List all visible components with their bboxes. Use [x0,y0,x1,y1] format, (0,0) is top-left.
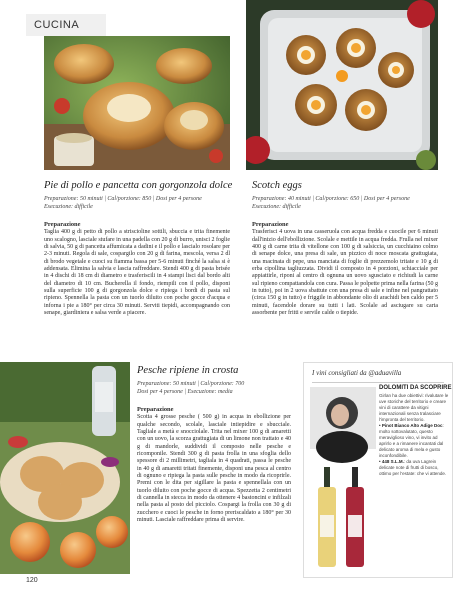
wine-item-text: : da uva Lagrein delicate note di frutti di bosco, ottimo per l'estate: che vi attende. [379,459,447,476]
recipe-title-pie: Pie di pollo e pancetta con gorgonzola dolce [44,180,233,191]
recipe-title-pesche: Pesche ripiene in crosta [137,365,239,376]
recipe-title-scotch: Scotch eggs [252,180,302,191]
wine-item-name: • 448 S.L.M. [379,459,404,464]
section-label [26,14,106,36]
recipe-heading: Preparazione [137,406,174,413]
photo-scotch-eggs [246,0,438,170]
wine-item-text: : molto sottovalutato, questo meraviglioso vino, vi invito ad aprirlo e a rimanere incantati dal delicato aroma di mela e gusto inconfondibile. [379,423,444,458]
wine-box-title: I vini consigliati da @aduavilla [312,369,402,377]
wine-description [379,385,452,477]
section-name: CUCINA [34,19,80,31]
recipe-heading: Preparazione [44,221,81,228]
page-number: 120 [26,577,38,584]
wine-photo [310,387,376,575]
wine-recommendation-box [303,362,453,578]
recipe-text: Taglia 400 g di petto di pollo a striscioline sottili, sbuccia e trita finemente uno scalogno, lasciale stufare in una padella con 20 g di burro, unisci 2 foglie di salvia, 50 g di pancetta affumicata a dadini e il pollo e lascialo rosolare per 2-3 minuti. Regola di sale, cospargilo con 20 g di farina, mescola, versa 2 dl di brodo vegetale e cuoci su fiamma bassa per 5-6 minuti finché la salsa si è addensata. Elimina la salvia e lascia raffreddare. Stendi 400 g di pasta brisée in 4 dischi di 18 cm di diametro e trasferiscili in 4 stampi lisci dal bordo alti del diametro di 10 cm. Bucherella il fondo, riempili con il pollo, disponi sulla superficie 100 g di gorgonzola dolce e ripiega i bordi di pasta sul ripieno. Spennella la pasta con un tuorlo diluito con poche gocce d'acqua e inforna i pie a 180° per circa 30 minuti. Serviti tiepidi, accompagnando con senape, giardiniera e salsa verde a piacere. [44,229,230,317]
photo-chicken-pies [44,36,230,170]
wine-item [379,423,449,459]
recipe-meta-scotch [252,196,410,211]
divider [312,382,444,383]
recipe-meta-line: Preparazione: 50 minuti | Cal/porzione: 850 | Dosi per 4 persone [44,196,202,202]
recipe-heading: Preparazione [252,221,289,228]
red-wine-bottle-icon [346,467,364,567]
recipe-meta-line: Preparazione: 40 minuti | Cal/porzione: 650 | Dosi per 4 persone [252,196,410,202]
wine-heading: DOLOMITI DA SCOPRIRE [379,385,452,391]
recipe-text: Scotta 4 grosse pesche ( 500 g) in acqua in ebollizione per qualche secondo, scolale, lasciale intiepidire e sbucciale. Tagliale a metà e snocciolale. Trita nel mixer 100 g di amaretti con un uovo, la scorza grattugiata di un limone non trattato e 40 g di mandorle, suddividi il composto nelle pesche e ricomponile. Stendi 300 g di pasta frolla in una sfoglia dello spessore di 2 millimetri, tagliala in 4 quadrati, passa le pesche in 40 g di amaretti tritati finemente, disponi una pesca al centro di ognuno e ripiega la pasta sulle pesche in modo da ricoprirle. Premi con le dita per sigillare la pasta e spennellala con un tuorlo diluito con poche gocce di acqua. Spezzetta 2 centimetri di cannella in stecca in modo da ottenere 4 bastoncini e infilzali nella pasta al posto del picciolo. Cospargi la frolla con 30 g di zucchero e cuoci le pesche in forno preriscaldato a 180° per 30 minuti. Lasciale raffreddare prima di servire. [137,414,291,524]
recipe-meta-line: Esecuzione: difficile [252,203,301,210]
recipe-meta-line: Preparazione: 50 minuti | Cal/porzione: 700 [137,381,245,387]
wine-item [379,459,449,477]
recipe-body-pesche [137,406,291,525]
wine-item-name: • Pinot Bianco Alto Adige Doc [379,423,443,428]
recipe-meta-line: Dosi per 4 persone | Esecuzione: media [137,388,233,395]
photo-stuffed-peaches [0,362,130,574]
recipe-meta-pesche [137,381,244,396]
recipe-meta-line: Esecuzione: difficile [44,203,93,210]
recipe-text: Trasferisci 4 uova in una casseruola con acqua fredda e cuocile per 6 minuti dall'inizio dell'ebollizione. Scolale e mettile in acqua fredda. Frulla nel mixer 400 g di carne trita di vitellone con 100 g di salsiccia, un cucchiaino colmo di senape dolce, una presa di sale, un pizzico di noce moscata grattugiata, una macinata di pepe, una manciata di foglie di prezzemolo tritate e 10 g di erba cipollina tagliuzzata. Dividi il composto in 4 porzioni, schiacciale per appiattirle, riponi al centro di ognuna un uovo sgusciato e richiudi la carne sul ripieno compattandola con cura. Passa le polpette prima nella farina (50 g in tutto), poi in 2 uova sbattute con una presa di sale e infine nel pangrattato (circa 150 g in tutto) e friggile in abbondante olio di arachidi ben caldo per 5 minuti, facendole dorare su tutti i lati. Scolale ad asciugare su carta assorbente per fritti e servile calde o tiepide. [252,229,438,317]
recipe-body-pie [44,221,230,317]
wine-intro: Girlan ha due obiettivi: rivalutare le uve storiche del territorio e creare vini di carattere da vitigni internazionali senza tralasciare l'impronta del territorio. [379,393,449,422]
recipe-meta-pie [44,196,202,211]
white-wine-bottle-icon [318,467,336,567]
recipe-body-scotch [252,221,438,317]
